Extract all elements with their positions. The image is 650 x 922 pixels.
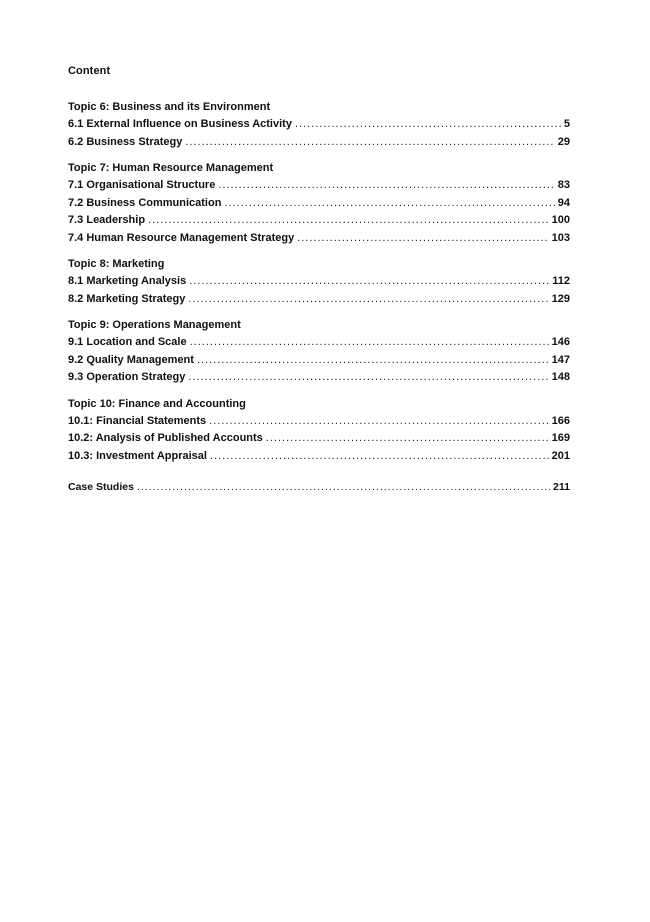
toc-entry[interactable]	[68, 177, 570, 195]
dot-leader	[297, 230, 548, 248]
section-heading: Topic 8: Marketing	[68, 258, 165, 270]
toc-entry-page-number: 146	[551, 336, 570, 348]
page-title: Content	[68, 65, 111, 77]
dot-leader	[197, 352, 549, 370]
toc-entry-page-number: 5	[563, 118, 570, 130]
dot-leader	[188, 369, 548, 387]
toc-section	[68, 160, 570, 247]
toc-entry-label: 8.2 Marketing Strategy	[68, 292, 186, 305]
dot-leader	[218, 177, 554, 195]
toc-entry-label: 7.1 Organisational Structure	[68, 179, 216, 191]
toc-entry[interactable]	[68, 212, 570, 230]
dot-leader	[266, 430, 549, 448]
toc-entry-label: 9.3 Operation Strategy	[68, 371, 186, 383]
toc-entry[interactable]	[68, 448, 570, 466]
dot-leader	[295, 116, 561, 134]
toc-entry[interactable]	[68, 291, 570, 309]
dot-leader	[137, 479, 550, 497]
toc-entry-label: 10.3: Investment Appraisal	[68, 449, 207, 462]
section-heading: Topic 7: Human Resource Management	[68, 162, 274, 174]
toc-entry-label: 7.4 Human Resource Management Strategy	[68, 231, 295, 244]
section-heading: Topic 6: Business and its Environment	[68, 101, 271, 113]
toc-entry-label: 10.2: Analysis of Published Accounts	[68, 432, 263, 444]
toc-entry-page-number: 29	[557, 135, 570, 148]
toc-entry[interactable]	[68, 430, 570, 448]
section-heading: Topic 10: Finance and Accounting	[68, 397, 246, 410]
section-heading: Topic 9: Operations Management	[68, 319, 241, 331]
toc-entry-label: 8.1 Marketing Analysis	[68, 275, 187, 287]
toc-entry[interactable]	[68, 230, 570, 248]
toc-entry-label: 9.1 Location and Scale	[68, 336, 187, 348]
toc-entry-label: 7.2 Business Communication	[68, 196, 222, 209]
toc-entry-page-number: 100	[551, 214, 570, 226]
toc-entry[interactable]	[68, 369, 570, 387]
toc-entry[interactable]	[68, 334, 570, 352]
toc-section	[68, 317, 570, 387]
dot-leader	[189, 273, 549, 291]
toc-entry[interactable]	[68, 116, 570, 134]
table-of-contents	[68, 99, 570, 465]
dot-leader	[185, 134, 554, 152]
toc-entry-page-number: 211	[553, 481, 570, 493]
dot-leader	[148, 212, 549, 230]
toc-entry-label: 10.1: Financial Statements	[68, 414, 207, 427]
toc-entry-page-number: 201	[551, 449, 570, 462]
toc-section	[68, 256, 570, 308]
toc-entry-page-number: 169	[551, 432, 570, 444]
toc-entry-page-number: 166	[551, 414, 570, 427]
toc-entry[interactable]	[68, 134, 570, 152]
toc-entry-label: 6.1 External Influence on Business Activity	[68, 118, 292, 130]
toc-section	[68, 99, 570, 151]
toc-entry-page-number: 103	[551, 231, 570, 244]
toc-entry-label: Case Studies	[68, 481, 134, 493]
toc-entry-page-number: 148	[551, 371, 570, 383]
toc-entry[interactable]	[68, 352, 570, 370]
toc-entry-page-number: 147	[551, 353, 570, 366]
toc-entry-label: 7.3 Leadership	[68, 214, 146, 226]
toc-section	[68, 396, 570, 466]
dot-leader	[188, 291, 548, 309]
toc-entry-case-studies[interactable]	[68, 479, 570, 497]
toc-entry[interactable]	[68, 413, 570, 431]
toc-entry-page-number: 83	[557, 179, 570, 191]
dot-leader	[210, 448, 549, 466]
toc-entry[interactable]	[68, 273, 570, 291]
toc-entry-page-number: 112	[552, 275, 570, 287]
toc-entry-label: 6.2 Business Strategy	[68, 135, 183, 148]
toc-entry-page-number: 94	[557, 196, 570, 209]
dot-leader	[224, 195, 554, 213]
toc-entry-page-number: 129	[551, 292, 570, 305]
dot-leader	[190, 334, 549, 352]
toc-entry[interactable]	[68, 195, 570, 213]
toc-entry-label: 9.2 Quality Management	[68, 353, 194, 366]
dot-leader	[209, 413, 548, 431]
case-studies-section	[68, 479, 570, 497]
